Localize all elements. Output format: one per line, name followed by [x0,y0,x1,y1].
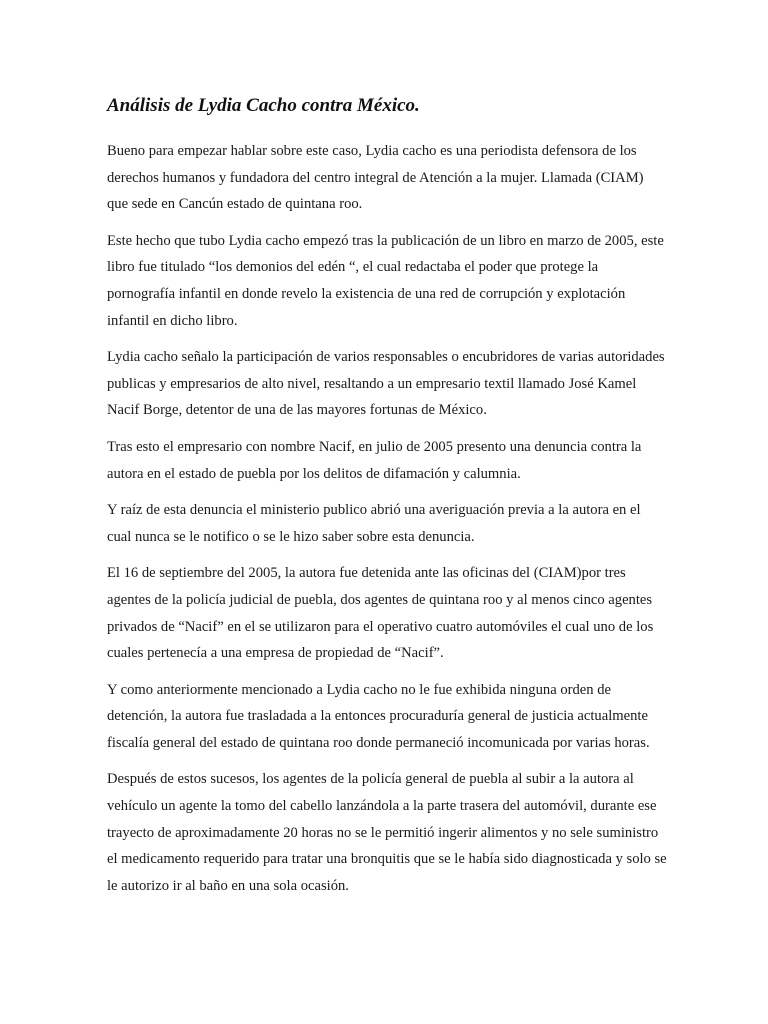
paragraph-6: El 16 de septiembre del 2005, la autora fue detenida ante las oficinas del (CIAM)por tres agentes de la policía judicial de puebla, dos agentes de quintana roo y al menos cinco agentes privados de “Nacif” en el se utilizaron para el operativo cuatro automóviles el cual uno de los cuales pertenecía a una empresa de propiedad de “Nacif”. [107,565,654,662]
paragraph-2: Este hecho que tubo Lydia cacho empezó tras la publicación de un libro en marzo de 2005, este libro fue titulado “los demonios del edén “, el cual redactaba el poder que protege la pornografía infantil en donde revelo la existencia de una red de corrupción y explotación infantil en dicho libro. [107,232,664,329]
paragraph-5: Y raíz de esta denuncia el ministerio publico abrió una averiguación previa a la autora en el cual nunca se le notifico o se le hizo saber sobre esta denuncia. [107,502,641,545]
document-title: Análisis de Lydia Cacho contra México. [107,95,420,116]
paragraph-8: Después de estos sucesos, los agentes de la policía general de puebla al subir a la autora al vehículo un agente la tomo del cabello lanzándola a la parte trasera del automóvil, durante ese trayecto de aproximadamente 20 horas no se le permitió ingerir alimentos y no sele suministro el medicamento requerido para tratar una bronquitis que se le había sido diagnosticada y solo se le autorizo ir al baño en una sola ocasión. [107,771,667,894]
paragraph-7: Y como anteriormente mencionado a Lydia cacho no le fue exhibida ninguna orden de detención, la autora fue trasladada a la entonces procuraduría general de justicia actualmente fiscalía general del estado de quintana roo donde permaneció incomunicada por varias horas. [107,681,650,751]
paragraph-1: Bueno para empezar hablar sobre este caso, Lydia cacho es una periodista defensora de los derechos humanos y fundadora del centro integral de Atención a la mujer. Llamada (CIAM) que sede en Cancún estado de quintana roo. [107,143,644,213]
paragraph-3: Lydia cacho señalo la participación de varios responsables o encubridores de varias autoridades publicas y empresarios de alto nivel, resaltando a un empresario textil llamado José Kamel Nacif Borge, detentor de una de las mayores fortunas de México. [107,349,665,419]
paragraph-4: Tras esto el empresario con nombre Nacif, en julio de 2005 presento una denuncia contra la autora en el estado de puebla por los delitos de difamación y calumnia. [107,438,642,482]
